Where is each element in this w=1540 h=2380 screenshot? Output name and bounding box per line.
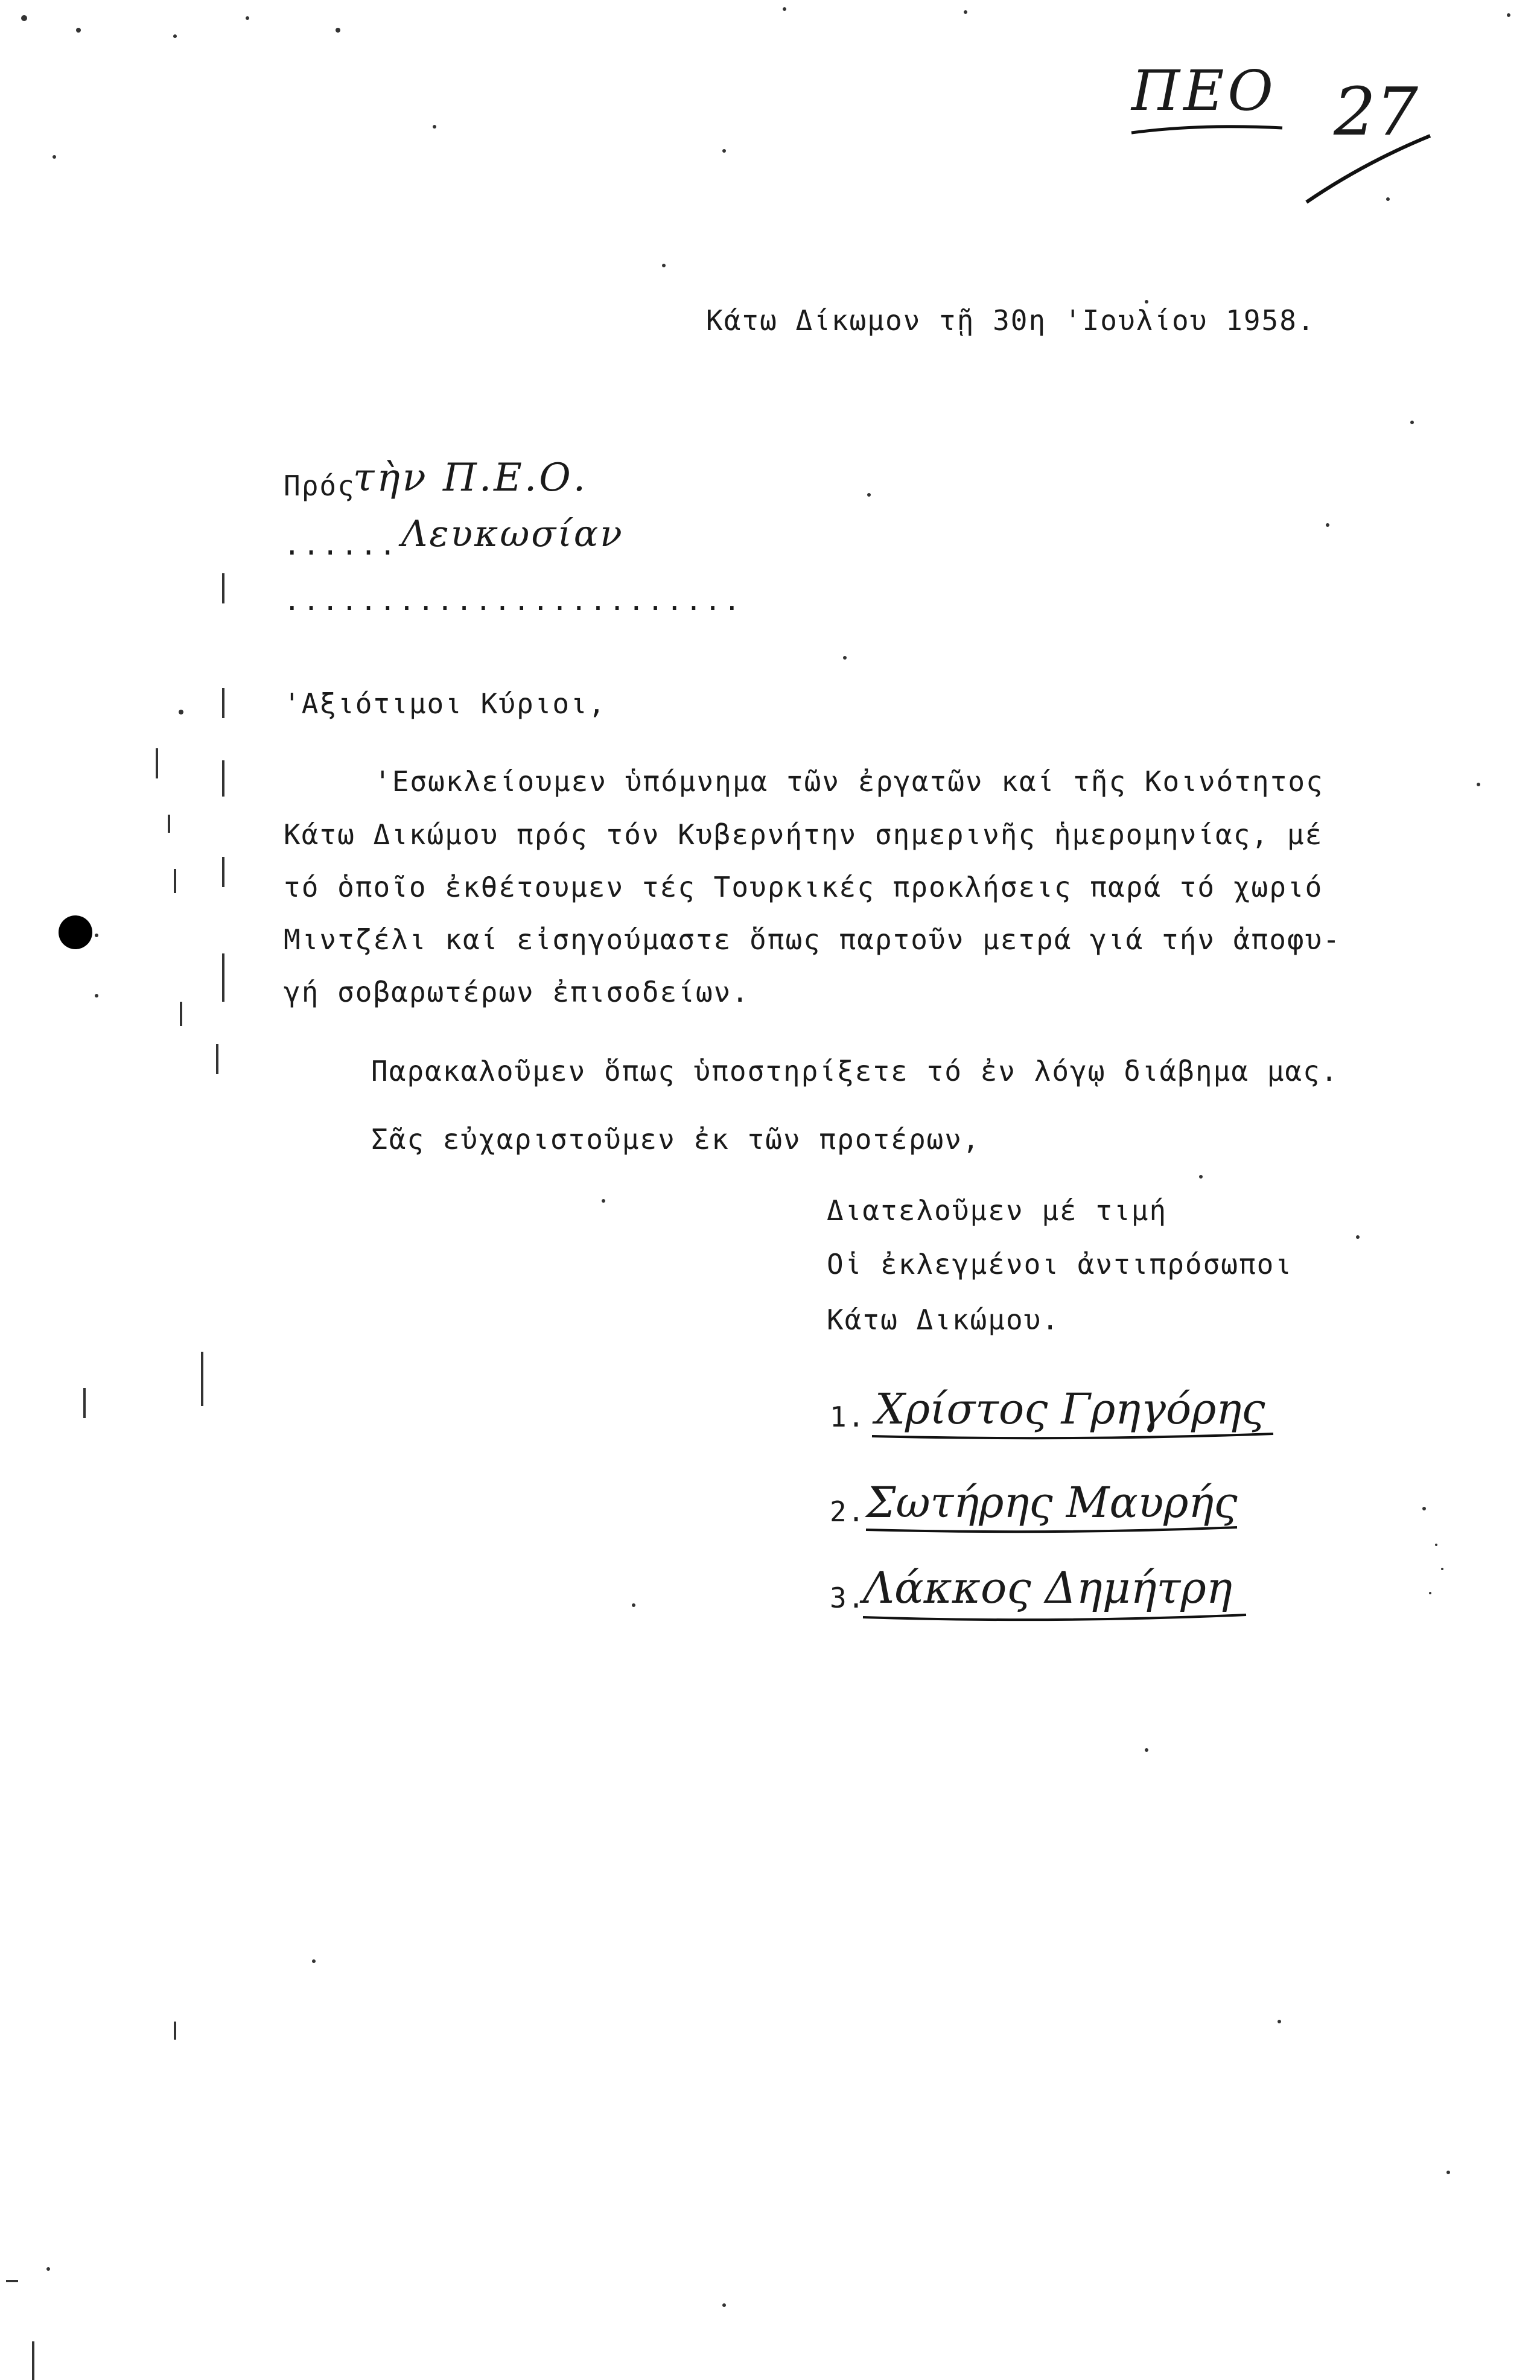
archive-code-underline (1128, 121, 1285, 139)
archive-number: 27 (1334, 73, 1418, 150)
paragraph1-line: 'Εσωκλείουμεν ὑπόμνημα τῶν ἐργατῶν καί τῆς Κοινότητος (374, 765, 1324, 798)
signature-number: 2. (830, 1495, 866, 1528)
closing-line: Οἱ ἐκλεγμένοι ἀντιπρόσωποι (827, 1248, 1293, 1281)
signature-2: Σωτήρης Μαυρής (866, 1478, 1238, 1527)
signature-2-underline (863, 1524, 1243, 1542)
signature-3: Λάκκος Δημήτρη (863, 1562, 1232, 1613)
paragraph1-line: Κάτω Δικώμου πρός τόν Κυβερνήτην σημερινῆς ἡμερομηνίας, μέ (284, 818, 1323, 851)
signature-1-underline (869, 1429, 1279, 1447)
paragraph1-line: γή σοβαρωτέρων ἐπισοδείων. (284, 976, 750, 1008)
archive-code: ΠΕΟ (1131, 59, 1277, 123)
signature-1: Χρίστος Γρηγόρης (875, 1384, 1265, 1434)
addressee-dots-line1: ...... (284, 529, 399, 561)
signature-number: 1. (830, 1401, 866, 1433)
archive-slash (1297, 127, 1442, 211)
paragraph1-line: τό ὁποῖο ἐκθέτουμεν τές Τουρκικές προκλήσεις παρά τό χωριό (284, 871, 1323, 903)
addressee-handwritten-line2: Λευκωσίαν (401, 513, 624, 555)
addressee-handwritten-line1: τὴν Π.Ε.Ο. (353, 456, 588, 500)
addressee-dots-line2: ........................ (284, 584, 743, 617)
paragraph1-line: Μιντζέλι καί εἰσηγούμαστε ὅπως παρτοῦν μετρά γιά τήν ἀποφυ- (284, 923, 1341, 956)
paragraph2: Παρακαλοῦμεν ὅπως ὑποστηρίξετε τό ἐν λόγῳ διάβημα μας. (371, 1055, 1339, 1087)
closing-line: Διατελοῦμεν μέ τιμή (827, 1194, 1168, 1227)
addressee-label: Πρός (284, 469, 355, 502)
signature-number: 3. (830, 1582, 866, 1614)
salutation: 'Αξιότιμοι Κύριοι, (284, 687, 606, 720)
paragraph3: Σᾶς εὐχαριστοῦμεν ἐκ τῶν προτέρων, (371, 1123, 981, 1156)
date-line: Κάτω Δίκωμον τῇ 30η 'Ιουλίου 1958. (706, 304, 1316, 337)
signature-3-underline (860, 1610, 1252, 1628)
closing-line: Κάτω Δικώμου. (827, 1303, 1060, 1336)
